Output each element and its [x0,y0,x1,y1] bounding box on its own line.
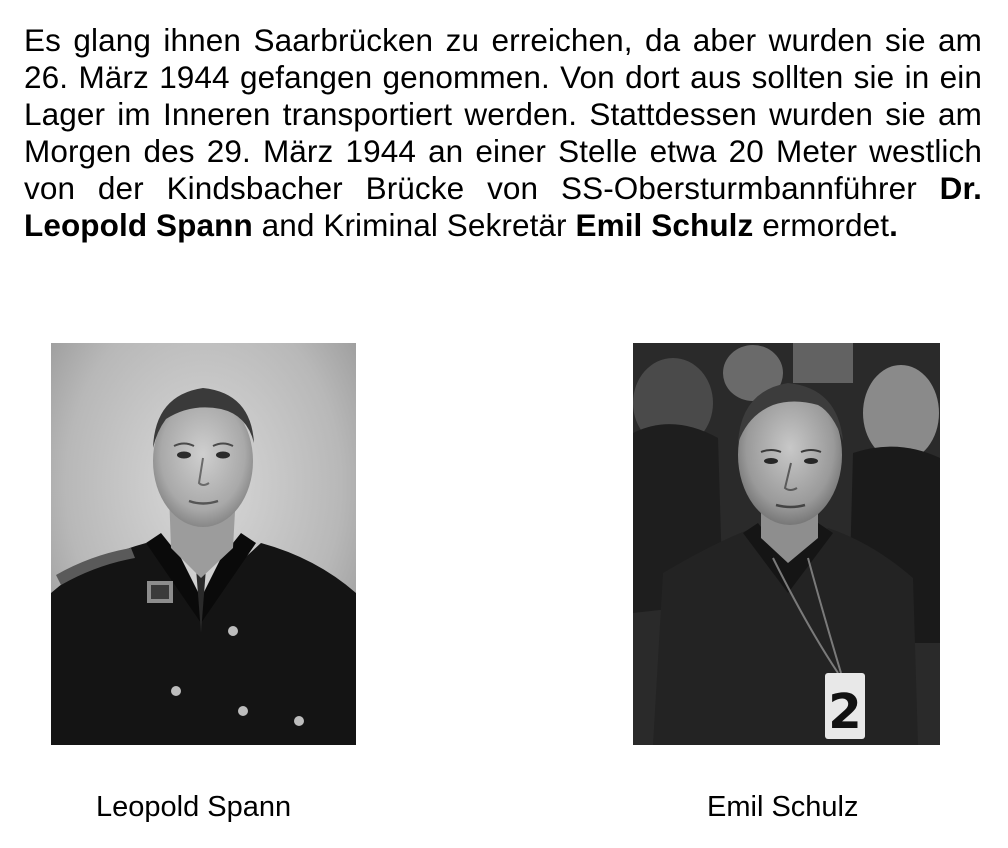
paragraph-text-3: ermordet [753,207,890,243]
number-tag-label: 2 [828,684,862,740]
photo-emil-schulz [633,343,940,745]
photo-leopold-spann [51,343,356,745]
caption-leopold-spann: Leopold Spann [96,791,292,823]
paragraph-period: . [889,207,898,243]
portrait-illustration-spann [51,343,356,745]
name-leopold-spann: Dr. Leopold Spann [24,170,982,243]
portrait-illustration-schulz [633,343,940,745]
body-paragraph [24,22,982,244]
name-emil-schulz: Emil Schulz [575,207,754,243]
paragraph-text-1: Es glang ihnen Saarbrücken zu erreichen, da aber wurden sie am 26. März 1944 gefangen genommen. Von dort aus sollten sie in ein Lager im Inneren transportiert werden. Stattdessen wurden sie am Morgen des 29. März 1944 an einer Stelle etwa 20 Meter westlich von der Kindsbacher Brücke von SS-Obersturmbannführer [24,22,982,206]
paragraph-text-2: and Kriminal Sekretär [252,207,576,243]
caption-emil-schulz: Emil Schulz [707,791,859,823]
